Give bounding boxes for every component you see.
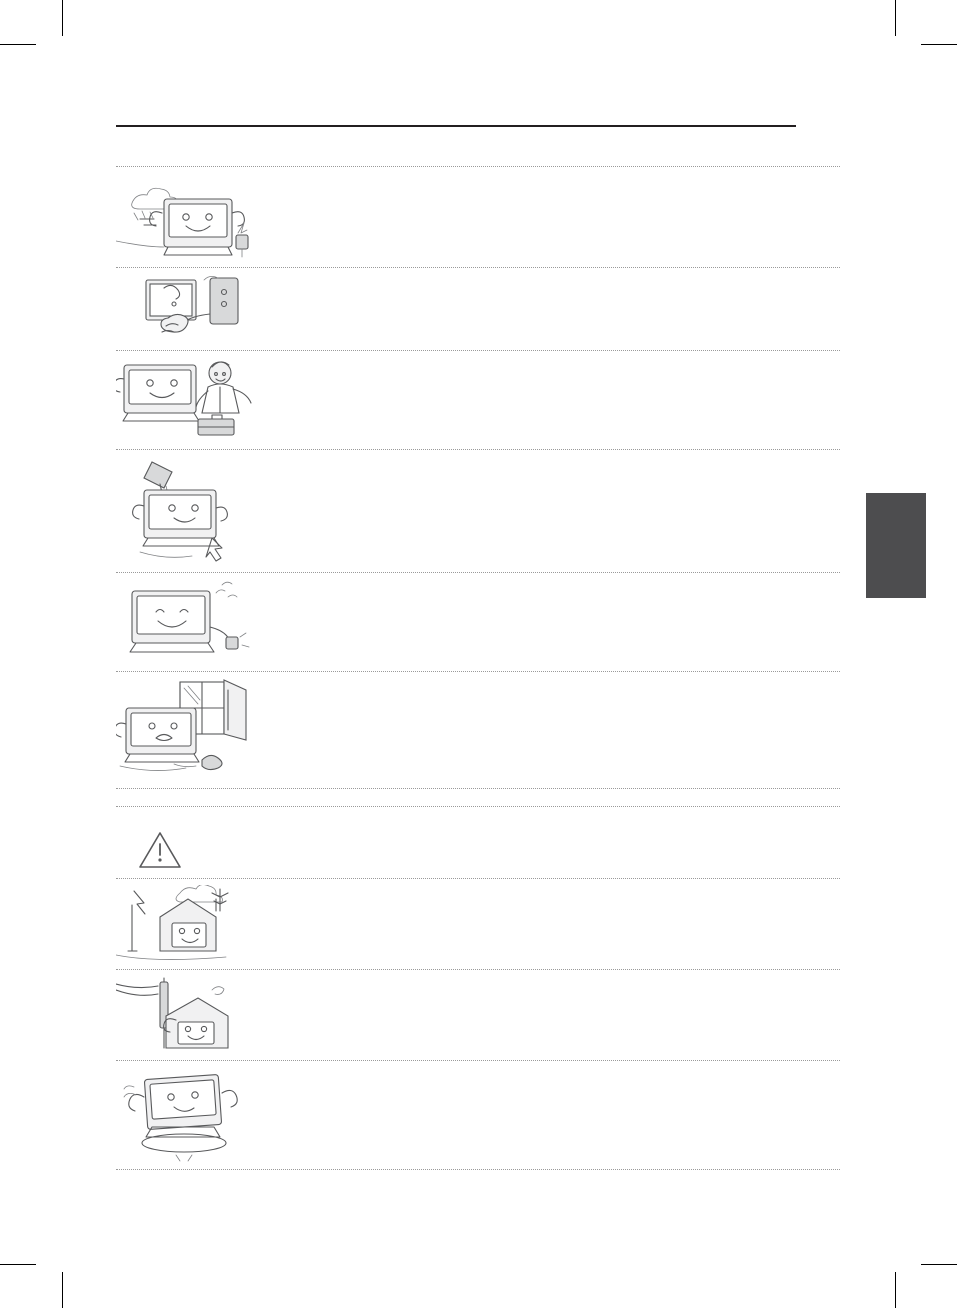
list-item-caption xyxy=(261,357,840,361)
section-divider xyxy=(116,806,840,807)
list-item xyxy=(116,969,840,1060)
caution-section xyxy=(116,820,840,1170)
list-item xyxy=(116,166,840,267)
caution-heading xyxy=(116,820,840,878)
list-item xyxy=(116,449,840,572)
list-item xyxy=(116,572,840,671)
crop-mark-left-bottom xyxy=(0,1264,36,1265)
list-item xyxy=(116,671,840,789)
illustration-tv-near-open-window xyxy=(116,678,261,782)
illustration-hand-unplug-outlet xyxy=(116,274,261,344)
side-tab xyxy=(866,493,926,598)
safety-items-list xyxy=(116,166,840,789)
list-item-caption xyxy=(261,579,840,583)
list-item-caption xyxy=(261,1067,840,1071)
list-item-caption xyxy=(261,456,840,460)
crop-mark-bottom-left xyxy=(62,1272,63,1308)
crop-mark-right-bottom xyxy=(921,1264,957,1265)
list-item-caption xyxy=(261,885,840,889)
crop-mark-top-right xyxy=(895,0,896,36)
illustration-tv-wobbling-on-base xyxy=(116,1067,261,1163)
illustration-tv-standby-cord xyxy=(116,579,261,665)
crop-mark-left-top xyxy=(0,44,36,45)
illustration-antenna-near-power-line xyxy=(116,976,261,1054)
list-item-caption xyxy=(261,173,840,177)
crop-mark-top-left xyxy=(62,0,63,36)
list-item-caption xyxy=(261,274,840,278)
illustration-technician-tv-repair xyxy=(116,357,261,443)
header-rule xyxy=(116,125,796,127)
list-item-caption xyxy=(261,976,840,980)
list-item xyxy=(116,350,840,449)
illustration-house-antenna-lightning xyxy=(116,885,261,963)
warning-triangle-icon xyxy=(138,830,182,870)
illustration-tv-outdoors-rain xyxy=(116,173,261,261)
illustration-cup-spilling-on-tv xyxy=(116,456,261,566)
list-item-caption xyxy=(261,678,840,682)
list-item xyxy=(116,267,840,350)
list-item xyxy=(116,1060,840,1170)
crop-mark-bottom-right xyxy=(895,1272,896,1308)
list-item xyxy=(116,878,840,969)
crop-mark-right-top xyxy=(921,44,957,45)
caution-items-list xyxy=(116,878,840,1170)
